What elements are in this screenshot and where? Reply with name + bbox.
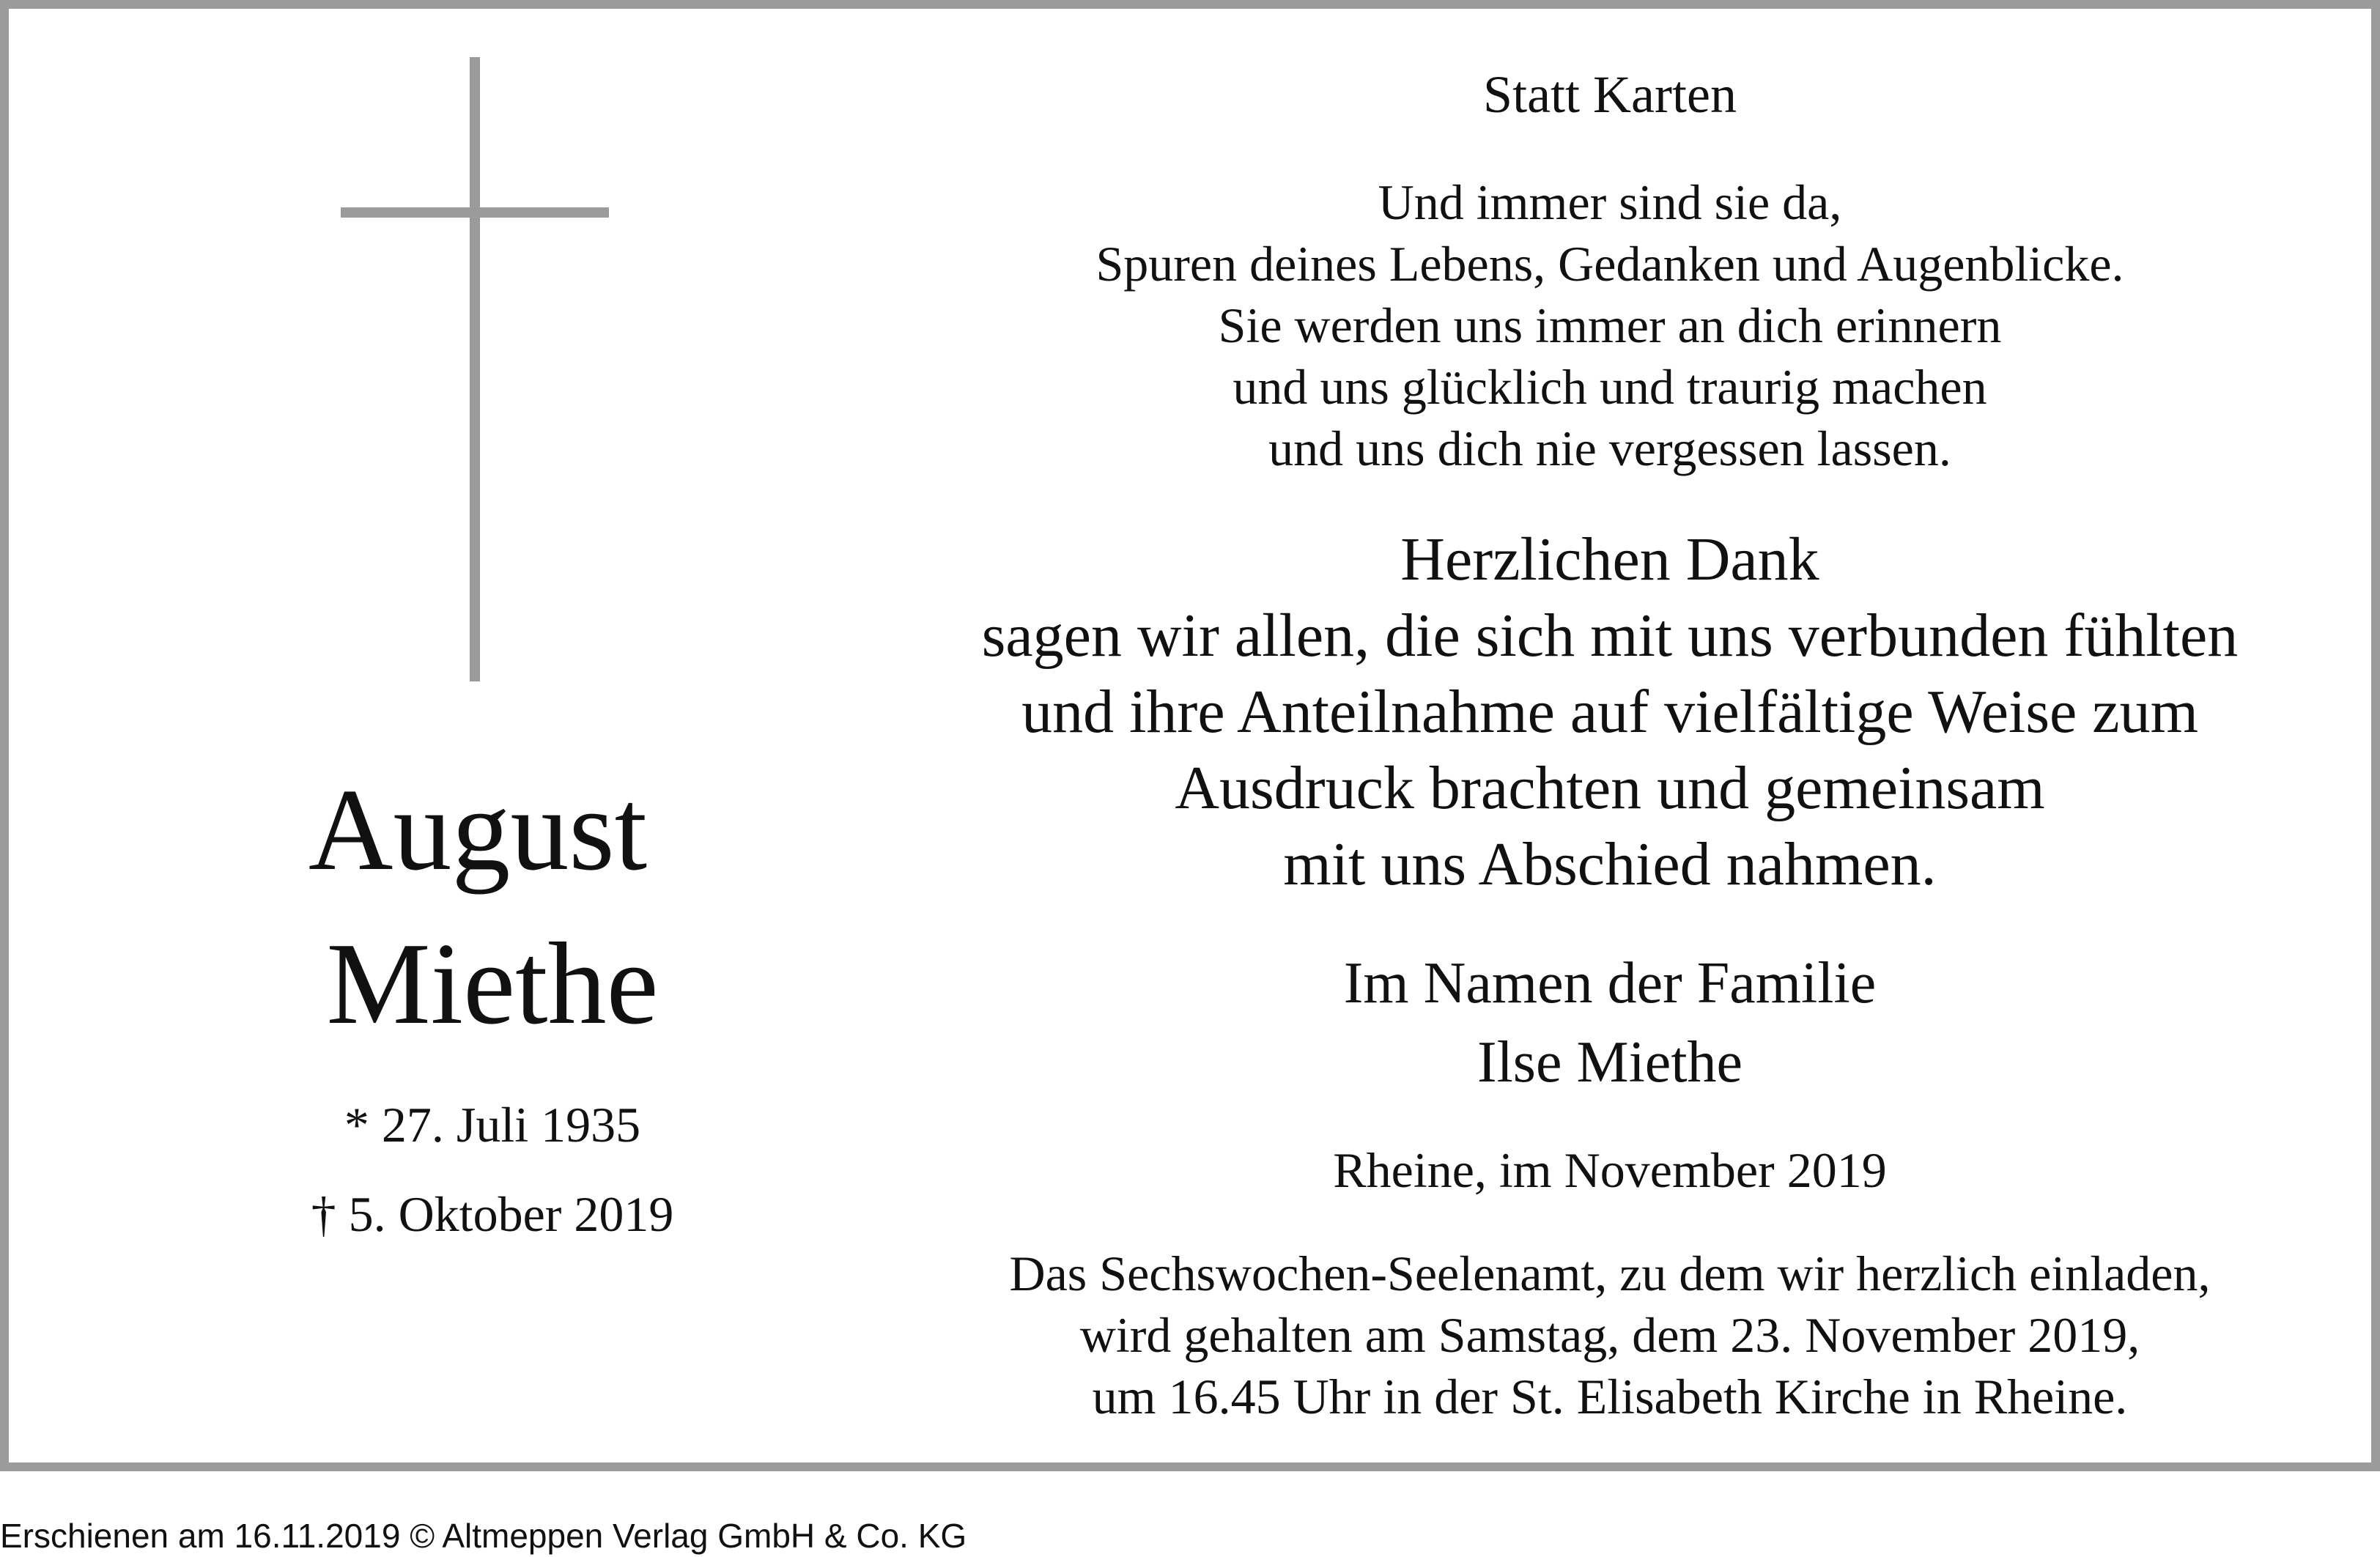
thanks-line: mit uns Abschied nahmen. xyxy=(1283,830,1937,898)
publication-footer: Erschienen am 16.11.2019 © Altmeppen Verlag GmbH & Co. KG xyxy=(0,1517,967,1555)
birth-date: * 27. Juli 1935 xyxy=(344,1097,641,1153)
poem-line: Spuren deines Lebens, Gedanken und Augenblicke. xyxy=(1095,236,2124,292)
mass-line: um 16.45 Uhr in der St. Elisabeth Kirche in Rheine. xyxy=(1092,1369,2128,1424)
poem xyxy=(881,171,2339,479)
family-line: Ilse Miethe xyxy=(1477,1030,1743,1095)
thanks-message xyxy=(881,522,2339,903)
poem-line: und uns glücklich und traurig machen xyxy=(1232,359,1987,415)
deceased-first-name: August xyxy=(308,764,648,895)
mass-line: Das Sechswochen-Seelenamt, zu dem wir herzlich einladen, xyxy=(1009,1246,2211,1301)
family-signature xyxy=(881,944,2339,1102)
thanks-line: Ausdruck brachten und gemeinsam xyxy=(1175,754,2045,822)
memorial-mass-notice xyxy=(881,1243,2339,1427)
death-date: † 5. Oktober 2019 xyxy=(311,1186,674,1242)
thanks-line: Herzlichen Dank xyxy=(1400,525,1819,593)
thanks-line: und ihre Anteilnahme auf vielfältige Weise zum xyxy=(1021,678,2198,746)
poem-line: Sie werden uns immer an dich erinnern xyxy=(1218,297,2002,353)
cross-horizontal-bar xyxy=(341,207,609,218)
deceased-last-name: Miethe xyxy=(326,918,659,1049)
place-date: Rheine, im November 2019 xyxy=(1333,1142,1887,1198)
thanks-line: sagen wir allen, die sich mit uns verbunden fühlten xyxy=(981,602,2239,670)
mass-line: wird gehalten am Samstag, dem 23. November 2019, xyxy=(1079,1307,2140,1363)
statt-karten-heading: Statt Karten xyxy=(1483,65,1737,124)
poem-line: und uns dich nie vergessen lassen. xyxy=(1268,421,1951,476)
cross-vertical-bar xyxy=(470,57,480,681)
poem-line: Und immer sind sie da, xyxy=(1378,174,1842,230)
family-line: Im Namen der Familie xyxy=(1343,951,1877,1016)
